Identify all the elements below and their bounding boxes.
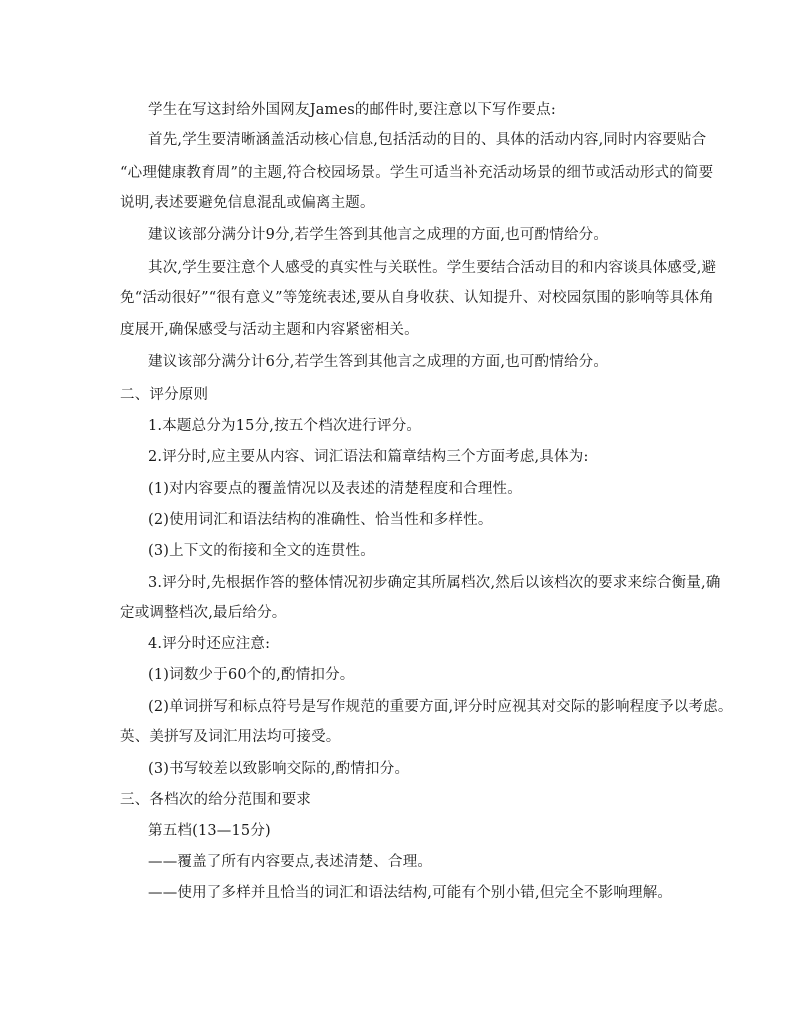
rule-item-3-line-2: 定或调整档次,最后给分。 bbox=[120, 605, 287, 621]
section-heading-2: 二、评分原则 bbox=[120, 387, 209, 403]
note-sub-3: (3)书写较差以致影响交际的,酌情扣分。 bbox=[148, 761, 410, 777]
paragraph-first-line-3: 说明,表述要避免信息混乱或偏离主题。 bbox=[120, 195, 375, 211]
intro-line: 学生在写这封给外国网友James的邮件时,要注意以下写作要点: bbox=[148, 102, 556, 118]
rule-item-1: 1.本题总分为15分,按五个档次进行评分。 bbox=[148, 418, 422, 434]
rule-sub-3: (3)上下文的衔接和全文的连贯性。 bbox=[148, 543, 375, 559]
rule-item-3-line-1: 3.评分时,先根据作答的整体情况初步确定其所属档次,然后以该档次的要求来综合衡量,确 bbox=[148, 575, 721, 591]
rule-sub-1: (1)对内容要点的覆盖情况以及表述的清楚程度和合理性。 bbox=[148, 481, 522, 497]
rule-sub-2: (2)使用词汇和语法结构的准确性、恰当性和多样性。 bbox=[148, 512, 493, 528]
rule-item-2: 2.评分时,应主要从内容、词汇语法和篇章结构三个方面考虑,具体为: bbox=[148, 449, 589, 465]
band-five-criterion-2: ——使用了多样并且恰当的词汇和语法结构,可能有个别小错,但完全不影响理解。 bbox=[148, 885, 673, 901]
paragraph-second-line-3: 度展开,确保感受与活动主题和内容紧密相关。 bbox=[120, 322, 419, 338]
note-sub-1: (1)词数少于60个的,酌情扣分。 bbox=[148, 667, 355, 683]
score-note-2: 建议该部分满分计6分,若学生答到其他言之成理的方面,也可酌情给分。 bbox=[148, 354, 609, 370]
score-note-1: 建议该部分满分计9分,若学生答到其他言之成理的方面,也可酌情给分。 bbox=[148, 227, 609, 243]
band-five-criterion-1: ——覆盖了所有内容要点,表述清楚、合理。 bbox=[148, 854, 433, 870]
paragraph-second-line-1: 其次,学生要注意个人感受的真实性与关联性。学生要结合活动目的和内容谈具体感受,避 bbox=[148, 260, 717, 276]
section-heading-3: 三、各档次的给分范围和要求 bbox=[120, 792, 312, 808]
note-sub-2-line-1: (2)单词拼写和标点符号是写作规范的重要方面,评分时应视其对交际的影响程度予以考虑。 bbox=[148, 699, 733, 715]
note-sub-2-line-2: 英、美拼写及词汇用法均可接受。 bbox=[120, 729, 341, 745]
rule-item-4: 4.评分时还应注意: bbox=[148, 636, 271, 652]
band-five-title: 第五档(13—15分) bbox=[148, 823, 271, 839]
paragraph-first-line-2: “心理健康教育周”的主题,符合校园场景。学生可适当补充活动场景的细节或活动形式的简要 bbox=[120, 165, 714, 181]
paragraph-second-line-2: 免“活动很好”“很有意义”等笼统表述,要从自身收获、认知提升、对校园氛围的影响等具体角 bbox=[120, 290, 714, 306]
paragraph-first-line-1: 首先,学生要清晰涵盖活动核心信息,包括活动的目的、具体的活动内容,同时内容要贴合 bbox=[148, 132, 707, 148]
